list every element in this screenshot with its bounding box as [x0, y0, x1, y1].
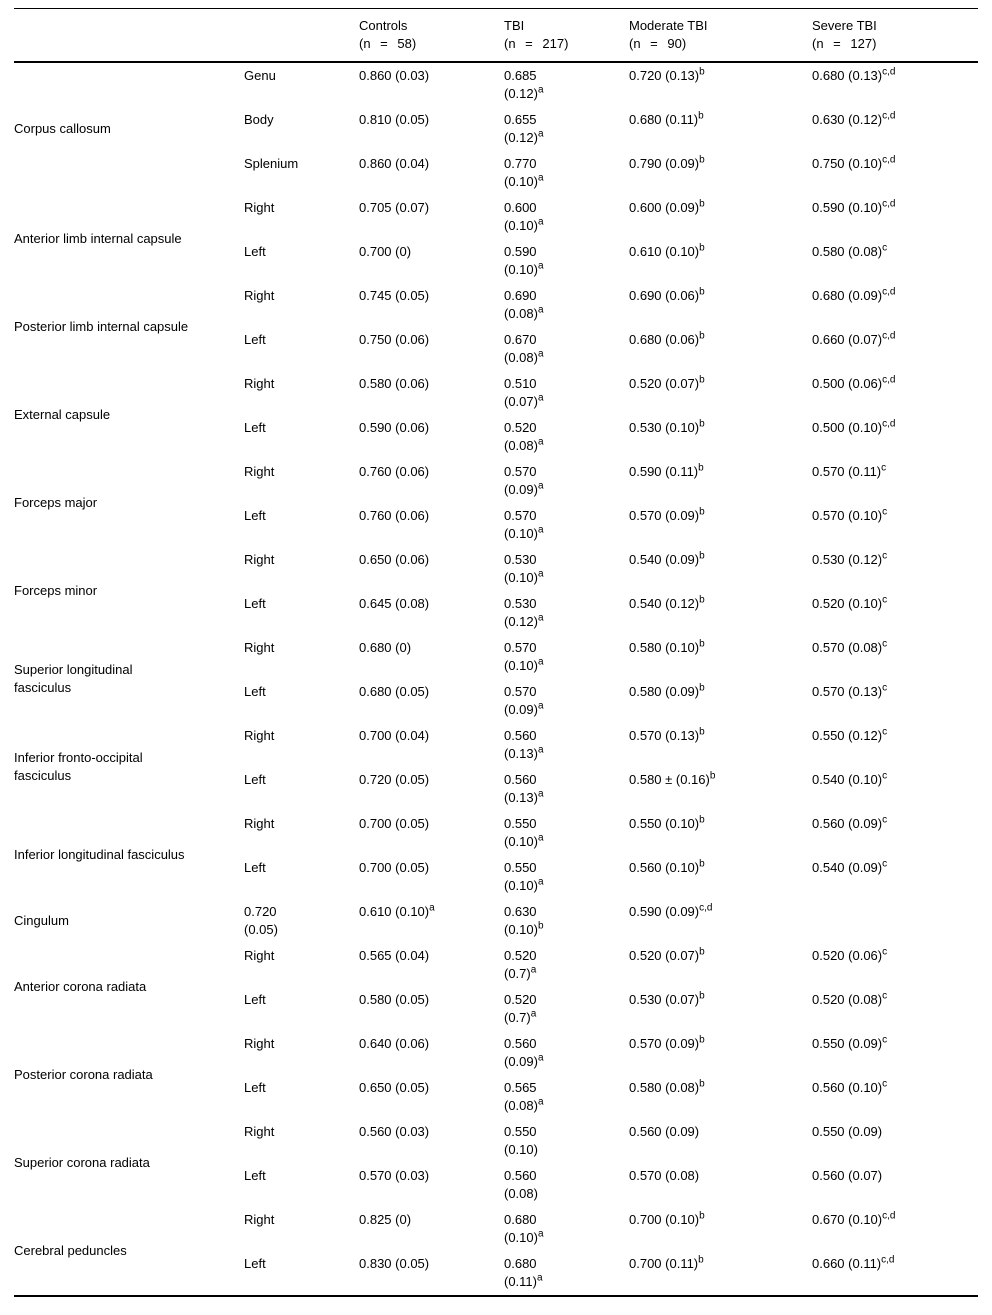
table-row: [14, 62, 978, 107]
significance-superscript: b: [699, 330, 705, 342]
value-cell: 0.630 $(0.12)^{c,d}$: [812, 110, 896, 127]
significance-superscript: b: [699, 242, 705, 254]
subregion-or-value-cell: Right: [244, 816, 275, 831]
significance-superscript: b: [699, 946, 705, 958]
value-cell: 0.610 $(0.10)^a$: [359, 902, 435, 919]
value-cell: 0.520 $(0.7)^a$: [504, 948, 537, 981]
significance-superscript: b: [699, 374, 705, 386]
value-cell: 0.565 (0.04): [359, 948, 430, 963]
significance-superscript: b: [699, 814, 705, 826]
significance-superscript: b: [699, 858, 705, 870]
value-cell: 0.825 (0): [359, 1212, 412, 1227]
significance-superscript: c: [882, 550, 888, 562]
column-header-n: (n = 127): [812, 36, 877, 51]
value-cell: 0.860 (0.04): [359, 156, 430, 171]
significance-superscript: a: [537, 392, 544, 404]
value-cell: 0.650 (0.05): [359, 1080, 430, 1095]
significance-superscript: b: [699, 1034, 705, 1046]
significance-superscript: c: [881, 462, 887, 474]
value-cell: 0.580 (0.05): [359, 992, 430, 1007]
subregion-or-value-cell: Right: [244, 464, 275, 479]
value-cell: 0.650 (0.06): [359, 552, 430, 567]
significance-superscript: b: [698, 462, 704, 474]
value-cell: 0.750 (0.06): [359, 332, 430, 347]
column-header-2: [244, 9, 359, 63]
value-cell: 0.530 $(0.10)^b$: [629, 418, 705, 435]
significance-superscript: a: [537, 304, 544, 316]
significance-superscript: a: [537, 744, 544, 756]
significance-superscript: a: [537, 876, 544, 888]
table-header: [14, 9, 978, 63]
table-row: [14, 943, 978, 987]
region-group-label: Inferior longitudinal fasciculus: [14, 847, 185, 862]
significance-superscript: a: [537, 1228, 544, 1240]
value-cell: 0.570 $(0.09)^b$: [629, 1034, 705, 1051]
region-group-label: Corpus callosum: [14, 121, 111, 136]
significance-superscript: a: [537, 1052, 544, 1064]
significance-superscript: b: [537, 920, 544, 932]
significance-superscript: c: [882, 682, 888, 694]
subregion-or-value-cell: Right: [244, 640, 275, 655]
value-cell: 0.700 (0.05): [359, 816, 430, 831]
value-cell: 0.560 $(0.09)^c$: [812, 814, 888, 831]
significance-superscript: b: [699, 990, 705, 1002]
table-row: [14, 811, 978, 855]
subregion-or-value-cell: Right: [244, 948, 275, 963]
significance-superscript: a: [537, 524, 544, 536]
subregion-or-value-cell: Left: [244, 1080, 266, 1095]
value-cell: 0.550 $(0.09)^c$: [812, 1034, 888, 1051]
value-cell: 0.590 (0.06): [359, 420, 430, 435]
table-row: [14, 195, 978, 239]
column-header-1: [14, 9, 244, 63]
region-group-label: Posterior corona radiata: [14, 1067, 153, 1082]
significance-superscript: a: [537, 1272, 543, 1284]
value-cell: 0.720 (0.05): [359, 772, 430, 787]
subregion-or-value-cell: Left: [244, 596, 266, 611]
value-cell: 0.680 $(0.09)^{c,d}$: [812, 286, 896, 303]
value-cell: 0.680 (0): [359, 640, 412, 655]
significance-superscript: c: [882, 814, 888, 826]
value-cell: 0.570 (0.03): [359, 1168, 430, 1183]
region-group-label: Forceps major: [14, 495, 98, 510]
value-cell: 0.510 $(0.07)^a$: [504, 376, 544, 409]
value-cell: 0.560 $(0.13)^a$: [504, 728, 544, 761]
significance-superscript: a: [537, 216, 544, 228]
significance-superscript: b: [699, 682, 705, 694]
value-cell: 0.570 $(0.09)^a$: [504, 684, 544, 717]
significance-superscript: c,d: [882, 66, 896, 78]
significance-superscript: c: [882, 1034, 888, 1046]
value-cell: 0.560 (0.07): [812, 1168, 883, 1183]
value-cell: 0.560 (0.08): [504, 1168, 538, 1201]
subregion-or-value-cell: Left: [244, 860, 266, 875]
table-body: [14, 62, 978, 1296]
significance-superscript: b: [699, 550, 705, 562]
value-cell: 0.520 $(0.7)^a$: [504, 992, 537, 1025]
value-cell: 0.520 $(0.08)^c$: [812, 990, 888, 1007]
value-cell: 0.590 $(0.09)^{c,d}$: [629, 902, 713, 919]
value-cell: 0.550 $(0.10)^a$: [504, 816, 544, 849]
region-group-label: External capsule: [14, 407, 111, 422]
significance-superscript: c: [882, 858, 888, 870]
header-row: [14, 9, 978, 63]
value-cell: 0.530 $(0.12)^c$: [812, 550, 888, 567]
value-cell: 0.600 $(0.09)^b$: [629, 198, 705, 215]
subregion-or-value-cell: Left: [244, 772, 266, 787]
subregion-or-value-cell: Right: [244, 288, 275, 303]
value-cell: 0.760 (0.06): [359, 508, 430, 523]
table-row: [14, 1031, 978, 1075]
significance-superscript: b: [699, 726, 705, 738]
value-cell: 0.580 $(0.09)^b$: [629, 682, 705, 699]
column-header-6: [812, 9, 978, 63]
value-cell: 0.520 $(0.06)^c$: [812, 946, 888, 963]
value-cell: 0.560 $(0.10)^b$: [629, 858, 705, 875]
value-cell: 0.580 $(0.10)^b$: [629, 638, 705, 655]
subregion-or-value-cell: Right: [244, 1124, 275, 1139]
significance-superscript: b: [699, 594, 705, 606]
value-cell: 0.570 $(0.11)^c$: [812, 462, 887, 479]
significance-superscript: a: [537, 348, 544, 360]
value-cell: 0.565 $(0.08)^a$: [504, 1080, 544, 1113]
column-header-n: (n = 217): [504, 36, 569, 51]
column-header-4: [504, 9, 629, 63]
significance-superscript: b: [699, 1210, 705, 1222]
significance-superscript: c: [882, 1078, 888, 1090]
significance-superscript: c: [882, 594, 888, 606]
column-header-title: Controls: [359, 18, 408, 33]
value-cell: 0.680 (0.05): [359, 684, 430, 699]
column-header-n: (n = 90): [629, 36, 687, 51]
significance-superscript: b: [699, 198, 705, 210]
value-cell: 0.550 $(0.10)^a$: [504, 860, 544, 893]
region-group-label: Anterior corona radiata: [14, 979, 147, 994]
value-cell: 0.580 $(0.08)^b$: [629, 1078, 705, 1095]
value-cell: 0.610 $(0.10)^b$: [629, 242, 705, 259]
region-group-label: Inferior fronto-occipital fasciculus: [14, 750, 143, 783]
significance-superscript: c,d: [882, 110, 896, 122]
value-cell: 0.685 $(0.12)^a$: [504, 68, 544, 101]
value-cell: 0.680 $(0.11)^b$: [629, 110, 704, 127]
significance-superscript: c,d: [699, 902, 713, 914]
value-cell: 0.500 $(0.10)^{c,d}$: [812, 418, 896, 435]
subregion-or-value-cell: 0.720 (0.05): [244, 904, 278, 937]
subregion-or-value-cell: Left: [244, 1256, 266, 1271]
value-cell: $0.580 \pm (0.16)^b$: [629, 770, 716, 787]
significance-superscript: c,d: [882, 418, 896, 430]
subregion-or-value-cell: Right: [244, 1212, 275, 1227]
value-cell: 0.580 $(0.08)^c$: [812, 242, 888, 259]
significance-superscript: c: [882, 770, 888, 782]
region-group-label: Anterior limb internal capsule: [14, 231, 182, 246]
region-group-label: Cerebral peduncles: [14, 1243, 127, 1258]
significance-superscript: b: [698, 110, 704, 122]
table-row: [14, 1207, 978, 1251]
table-row: [14, 723, 978, 767]
value-cell: 0.520 $(0.10)^c$: [812, 594, 888, 611]
value-cell: 0.560 $(0.10)^c$: [812, 1078, 888, 1095]
table-row: [14, 459, 978, 503]
subregion-or-value-cell: Splenium: [244, 156, 299, 171]
subregion-or-value-cell: Left: [244, 992, 266, 1007]
value-cell: 0.550 $(0.10)^b$: [629, 814, 705, 831]
table-row: [14, 371, 978, 415]
value-cell: 0.630 $(0.10)^b$: [504, 904, 544, 937]
subregion-or-value-cell: Right: [244, 728, 275, 743]
significance-superscript: c,d: [882, 1210, 896, 1222]
significance-superscript: b: [699, 1078, 705, 1090]
value-cell: 0.570 (0.08): [629, 1168, 700, 1183]
table-row: [14, 547, 978, 591]
significance-superscript: a: [537, 84, 544, 96]
significance-superscript: a: [537, 128, 544, 140]
significance-superscript: b: [699, 154, 705, 166]
significance-superscript: a: [537, 1096, 544, 1108]
significance-superscript: c,d: [882, 154, 896, 166]
region-group-label: Cingulum: [14, 913, 69, 928]
subregion-or-value-cell: Left: [244, 332, 266, 347]
significance-superscript: c,d: [882, 286, 896, 298]
significance-superscript: c: [882, 242, 888, 254]
value-cell: 0.670 $(0.10)^{c,d}$: [812, 1210, 896, 1227]
value-cell: 0.680 $(0.11)^a$: [504, 1256, 543, 1289]
value-cell: 0.830 (0.05): [359, 1256, 430, 1271]
value-cell: 0.560 (0.03): [359, 1124, 430, 1139]
value-cell: 0.570 $(0.08)^c$: [812, 638, 888, 655]
significance-superscript: b: [699, 638, 705, 650]
table-row: [14, 635, 978, 679]
value-cell: 0.700 $(0.10)^b$: [629, 1210, 705, 1227]
value-cell: [812, 899, 978, 943]
value-cell: 0.570 $(0.09)^a$: [504, 464, 544, 497]
value-cell: 0.540 $(0.09)^b$: [629, 550, 705, 567]
value-cell: 0.790 $(0.09)^b$: [629, 154, 705, 171]
significance-superscript: b: [699, 66, 705, 78]
value-cell: 0.700 (0.05): [359, 860, 430, 875]
table-row: [14, 899, 978, 943]
value-cell: 0.600 $(0.10)^a$: [504, 200, 544, 233]
subregion-or-value-cell: Left: [244, 420, 266, 435]
value-cell: 0.860 (0.03): [359, 68, 430, 83]
value-cell: 0.540 $(0.10)^c$: [812, 770, 888, 787]
significance-superscript: a: [530, 1008, 537, 1020]
significance-superscript: c: [882, 506, 888, 518]
significance-superscript: c: [882, 638, 888, 650]
significance-superscript: c: [882, 990, 888, 1002]
value-cell: 0.560 $(0.13)^a$: [504, 772, 544, 805]
value-cell: 0.570 $(0.10)^a$: [504, 508, 544, 541]
column-header-title: Moderate TBI: [629, 18, 708, 33]
fa-values-table: [14, 8, 978, 1297]
value-cell: 0.530 $(0.10)^a$: [504, 552, 544, 585]
value-cell: 0.560 $(0.09)^a$: [504, 1036, 544, 1069]
region-group-label: Superior corona radiata: [14, 1155, 150, 1170]
value-cell: 0.570 $(0.13)^b$: [629, 726, 705, 743]
region-group-label: Posterior limb internal capsule: [14, 319, 189, 334]
significance-superscript: a: [537, 480, 544, 492]
region-group-label: Superior longitudinal fasciculus: [14, 662, 133, 695]
significance-superscript: a: [530, 964, 537, 976]
value-cell: 0.550 (0.10): [504, 1124, 538, 1157]
value-cell: 0.680 $(0.06)^b$: [629, 330, 705, 347]
value-cell: 0.590 $(0.11)^b$: [629, 462, 704, 479]
significance-superscript: a: [537, 260, 544, 272]
column-header-title: Severe TBI: [812, 18, 877, 33]
subregion-or-value-cell: Left: [244, 244, 266, 259]
value-cell: 0.700 (0.04): [359, 728, 430, 743]
value-cell: 0.700 (0): [359, 244, 412, 259]
significance-superscript: b: [699, 506, 705, 518]
value-cell: 0.680 $(0.10)^a$: [504, 1212, 544, 1245]
significance-superscript: a: [537, 612, 544, 624]
value-cell: 0.660 $(0.07)^{c,d}$: [812, 330, 896, 347]
subregion-or-value-cell: Left: [244, 508, 266, 523]
significance-superscript: c: [882, 726, 888, 738]
significance-superscript: a: [537, 700, 544, 712]
subregion-or-value-cell: Right: [244, 552, 275, 567]
column-header-n: (n = 58): [359, 36, 417, 51]
significance-superscript: a: [429, 902, 435, 914]
subregion-or-value-cell: Left: [244, 684, 266, 699]
region-group-label: Forceps minor: [14, 583, 98, 598]
significance-superscript: a: [537, 788, 544, 800]
table-row: [14, 1119, 978, 1163]
value-cell: 0.750 $(0.10)^{c,d}$: [812, 154, 896, 171]
value-cell: 0.520 $(0.08)^a$: [504, 420, 544, 453]
significance-superscript: b: [699, 418, 705, 430]
value-cell: 0.655 $(0.12)^a$: [504, 112, 544, 145]
value-cell: 0.760 (0.06): [359, 464, 430, 479]
subregion-or-value-cell: Left: [244, 1168, 266, 1183]
significance-superscript: c,d: [882, 330, 896, 342]
significance-superscript: a: [537, 656, 544, 668]
column-header-3: [359, 9, 504, 63]
value-cell: 0.570 $(0.09)^b$: [629, 506, 705, 523]
value-cell: 0.520 $(0.07)^b$: [629, 946, 705, 963]
value-cell: 0.680 $(0.13)^{c,d}$: [812, 66, 896, 83]
significance-superscript: c,d: [881, 1254, 895, 1266]
value-cell: 0.500 $(0.06)^{c,d}$: [812, 374, 896, 391]
value-cell: 0.690 $(0.06)^b$: [629, 286, 705, 303]
subregion-or-value-cell: Body: [244, 112, 274, 127]
subregion-or-value-cell: Right: [244, 376, 275, 391]
value-cell: 0.550 $(0.12)^c$: [812, 726, 888, 743]
table-row: [14, 283, 978, 327]
significance-superscript: c,d: [882, 198, 896, 210]
significance-superscript: c,d: [882, 374, 896, 386]
value-cell: 0.690 $(0.08)^a$: [504, 288, 544, 321]
significance-superscript: c: [882, 946, 888, 958]
subregion-or-value-cell: Right: [244, 1036, 275, 1051]
significance-superscript: a: [537, 172, 544, 184]
significance-superscript: a: [537, 568, 544, 580]
value-cell: 0.570 $(0.10)^a$: [504, 640, 544, 673]
value-cell: 0.720 $(0.13)^b$: [629, 66, 705, 83]
value-cell: 0.570 $(0.13)^c$: [812, 682, 888, 699]
value-cell: 0.560 (0.09): [629, 1124, 700, 1139]
value-cell: 0.770 $(0.10)^a$: [504, 156, 544, 189]
value-cell: 0.670 $(0.08)^a$: [504, 332, 544, 365]
significance-superscript: b: [699, 286, 705, 298]
significance-superscript: b: [709, 770, 716, 782]
value-cell: 0.530 $(0.12)^a$: [504, 596, 544, 629]
value-cell: 0.570 $(0.10)^c$: [812, 506, 888, 523]
subregion-or-value-cell: Right: [244, 200, 275, 215]
value-cell: 0.580 (0.06): [359, 376, 430, 391]
value-cell: 0.745 (0.05): [359, 288, 430, 303]
column-header-5: [629, 9, 812, 63]
significance-superscript: b: [698, 1254, 704, 1266]
value-cell: 0.810 (0.05): [359, 112, 430, 127]
subregion-or-value-cell: Genu: [244, 68, 276, 83]
value-cell: 0.660 $(0.11)^{c,d}$: [812, 1254, 895, 1271]
value-cell: 0.640 (0.06): [359, 1036, 430, 1051]
value-cell: 0.540 $(0.12)^b$: [629, 594, 705, 611]
value-cell: 0.530 $(0.07)^b$: [629, 990, 705, 1007]
value-cell: 0.520 $(0.07)^b$: [629, 374, 705, 391]
value-cell: 0.590 $(0.10)^{c,d}$: [812, 198, 896, 215]
value-cell: 0.590 $(0.10)^a$: [504, 244, 544, 277]
column-header-title: TBI: [504, 18, 525, 33]
significance-superscript: a: [537, 832, 544, 844]
value-cell: 0.550 (0.09): [812, 1124, 883, 1139]
value-cell: 0.540 $(0.09)^c$: [812, 858, 888, 875]
significance-superscript: a: [537, 436, 544, 448]
value-cell: 0.705 (0.07): [359, 200, 430, 215]
value-cell: 0.645 (0.08): [359, 596, 430, 611]
value-cell: 0.700 $(0.11)^b$: [629, 1254, 704, 1271]
